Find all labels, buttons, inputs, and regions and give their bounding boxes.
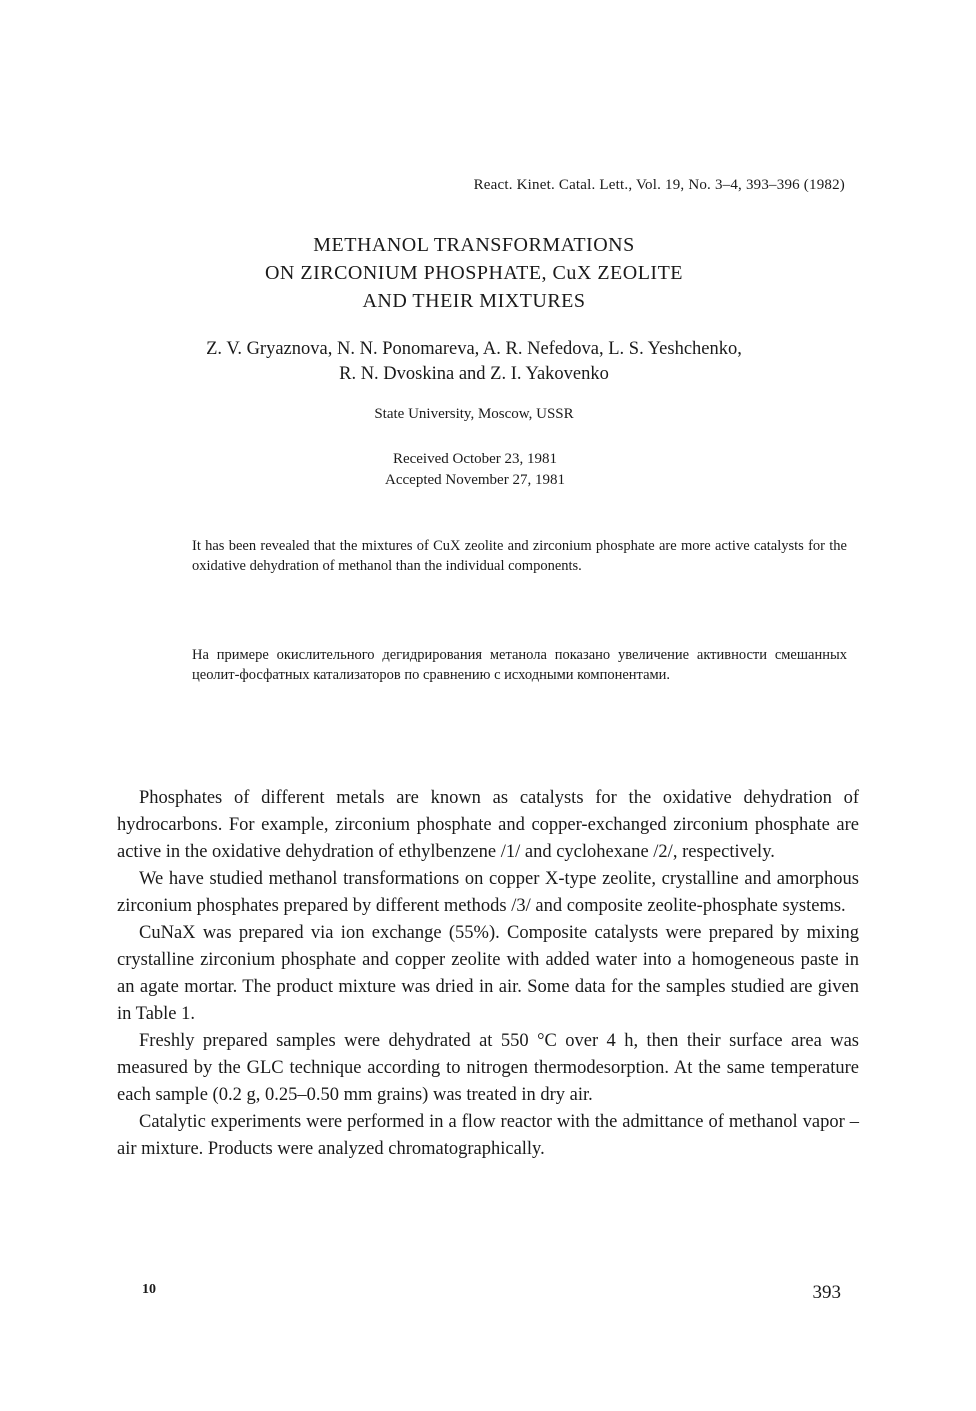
body-paragraph-5: Catalytic experiments were performed in a flow reactor with the admittance of methanol vapor – air mixture. Products were analyzed chromatographically. — [117, 1112, 859, 1159]
body-paragraph-4: Freshly prepared samples were dehydrated at 550 °C over 4 h, then their surface area was measured by the GLC technique according to nitrogen thermodesorption. At the same temperature each sample (0.2 g, 0.25–0.50 mm grains) was treated in dry air. — [117, 1031, 859, 1105]
body-paragraph-2: We have studied methanol transformations on copper X-type zeolite, crystalline and amorphous zirconium phosphates prepared by different methods /3/ and composite zeolite-phosphate systems. — [117, 869, 859, 916]
abstract-russian: На примере окислительного дегидрирования метанола показано увеличение активности смешанных цеолит-фосфатных катализаторов по сравнению с исходными компонентами. — [192, 647, 847, 683]
submission-dates — [0, 449, 950, 491]
author-list — [0, 337, 948, 387]
received-date: Received October 23, 1981 — [392, 451, 558, 467]
abstract-english: It has been revealed that the mixtures of CuX zeolite and zirconium phosphate are more active catalysts for the oxidative dehydration of methanol than the individual components. — [192, 538, 847, 574]
title-line-1: METHANOL TRANSFORMATIONS — [313, 234, 635, 256]
paper-title — [0, 231, 948, 315]
main-body — [117, 785, 859, 1163]
accepted-date: Accepted November 27, 1981 — [385, 472, 565, 488]
signature-mark: 10 — [142, 1282, 156, 1297]
title-line-3: AND THEIR MIXTURES — [362, 290, 586, 312]
authors-line-1: Z. V. Gryaznova, N. N. Ponomareva, A. R. Nefedova, L. S. Yeshchenko, — [206, 339, 742, 359]
affiliation: State University, Moscow, USSR — [374, 406, 574, 422]
authors-line-2: R. N. Dvoskina and Z. I. Yakovenko — [339, 364, 609, 384]
body-paragraph-1: Phosphates of different metals are known as catalysts for the oxidative dehydration of hydrocarbons. For example, zirconium phosphate and copper-exchanged zirconium phosphate are active in the oxidative dehydration of ethylbenzene /1/ and cyclohexane /2/, respectively. — [117, 788, 859, 862]
title-line-2: ON ZIRCONIUM PHOSPHATE, CuX ZEOLITE — [264, 262, 684, 284]
page-number: 393 — [812, 1282, 841, 1303]
body-paragraph-3: CuNaX was prepared via ion exchange (55%). Composite catalysts were prepared by mixing crystalline zirconium phosphate and copper zeolite with added water into a homogeneous paste in an agate mortar. The product mixture was dried in air. Some data for the samples studied are given in Table 1. — [117, 923, 859, 1024]
journal-citation: React. Kinet. Catal. Lett., Vol. 19, No. 3–4, 393–396 (1982) — [473, 177, 845, 193]
